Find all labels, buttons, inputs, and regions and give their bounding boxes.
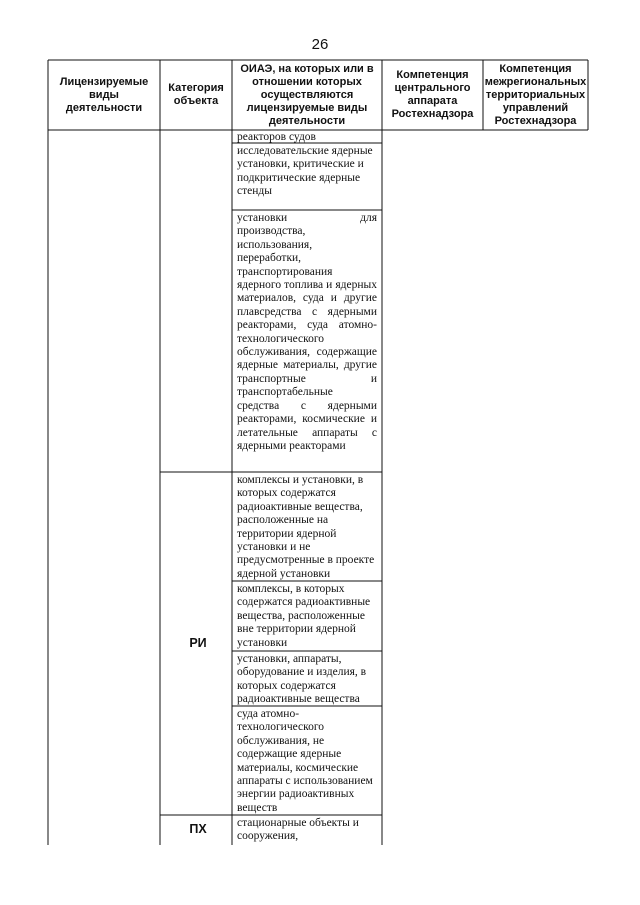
object-row-5: комплексы, в которых содержатся радиоактивные вещества, расположенные вне территории ядерной установки [237,583,371,649]
page-number: 26 [311,36,329,53]
category-px: ПХ [189,822,207,836]
header-activity: Лицензируемые виды деятельности [59,75,149,114]
object-row-6: установки, аппараты, оборудование и изделия, в которых содержатся радиоактивные вещества [237,653,367,705]
object-row-8: стационарные объекты и сооружения, [237,817,359,843]
category-ri: РИ [189,636,207,650]
object-row-4: комплексы и установки, в которых содержатся радиоактивные вещества, расположенные на территории ядерной установки и не предусмотренные в проекте ядерной установки [237,474,375,580]
header-regional: Компетенция межрегиональных территориальных управлений Ростехнадзора [484,62,587,127]
object-row-1: реакторов судов [237,131,316,143]
header-central: Компетенция центрального аппарата Ростехнадзора [391,69,474,120]
object-row-2: исследовательские ядерные установки, критические и подкритические ядерные стенды [237,145,373,198]
header-object: ОИАЭ, на которых или в отношении которых осуществляются лицензируемые виды деятельности [240,62,374,127]
object-row-7: суда атомно-технологического обслуживания, не содержащие ядерные материалы, космические аппараты с использованием энергии радиоактивных веществ [237,708,373,814]
header-category: Категория объекта [168,82,224,107]
object-row-3: установки для производства, использования, переработки, транспортирования ядерного топлива и ядерных материалов, суда и другие плавсредства с ядерными реакторами, суда атомно-технологического обслуживания, содержащие ядерные материалы, другие транспортные и транспортабельные средства с ядерными реакторами, космические и летательные аппараты с ядерными реакторами [237,212,377,452]
